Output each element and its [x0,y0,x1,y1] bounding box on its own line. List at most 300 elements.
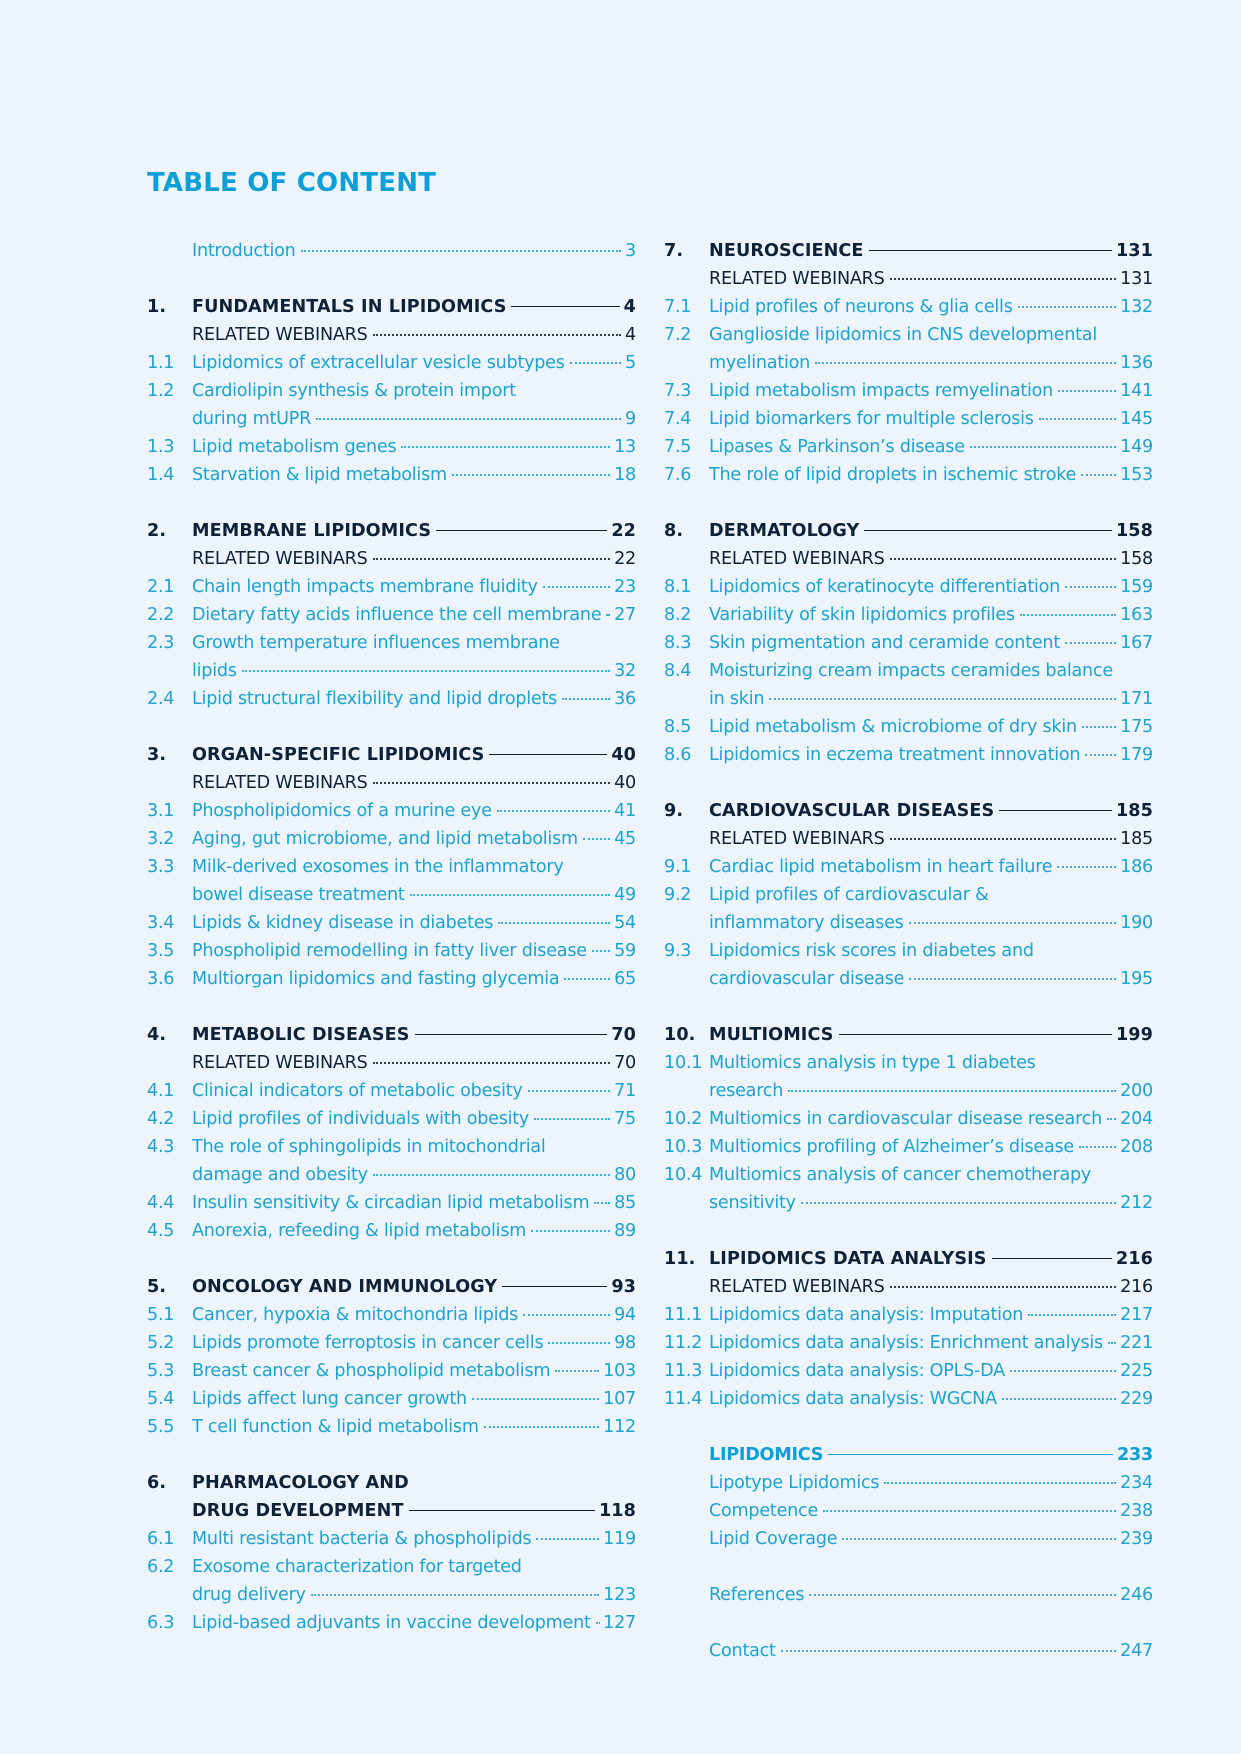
entry-title: ORGAN-SPECIFIC LIPIDOMICS [192,745,485,765]
dotted-leader-line [534,1118,610,1120]
entry-title: Lipid structural flexibility and lipid droplets [192,689,558,709]
dotted-leader-line [592,950,610,952]
entry-title: Multiomics profiling of Alzheimer’s disease [709,1137,1074,1157]
toc-entry[interactable] [664,937,1153,965]
page-number: 27 [614,605,636,625]
toc-entry[interactable] [147,1189,636,1217]
page-number: 163 [1120,605,1153,625]
toc-entry[interactable] [664,1189,1153,1217]
entry-number: 7. [664,241,684,261]
entry-title: lipids [192,661,237,681]
page-number: 32 [614,661,636,681]
dotted-leader-line [1082,726,1116,728]
entry-title: PHARMACOLOGY AND [192,1473,409,1493]
entry-title: RELATED WEBINARS [192,549,368,569]
toc-entry[interactable] [664,909,1153,937]
dotted-leader-line [543,586,610,588]
dotted-leader-line [301,250,622,252]
toc-entry[interactable] [147,1133,636,1161]
entry-number: 8.3 [664,633,692,653]
lipidomics-entry[interactable] [664,1497,1153,1525]
dotted-leader-line [890,558,1117,560]
dotted-leader-line [884,1482,1116,1484]
dotted-leader-line [528,1090,611,1092]
toc-left-column [147,237,636,1665]
dotted-leader-line [1057,866,1116,868]
dotted-leader-line [909,922,1117,924]
toc-entry[interactable] [664,1077,1153,1105]
entry-title: Skin pigmentation and ceramide content [709,633,1060,653]
entry-title: Milk-derived exosomes in the inflammatory [192,857,564,877]
toc-entry[interactable] [664,629,1153,657]
toc-entry[interactable] [147,657,636,685]
dotted-leader-line [311,1594,599,1596]
page-number: 70 [611,1025,636,1045]
entry-title: Growth temperature influences membrane [192,633,560,653]
page-number: 136 [1120,353,1153,373]
page-number: 141 [1120,381,1153,401]
solid-leader-line [436,530,607,531]
spacer [664,1413,1153,1441]
related-webinars-link[interactable] [664,1273,1153,1301]
entry-title: ONCOLOGY AND IMMUNOLOGY [192,1277,498,1297]
entry-title: Dietary fatty acids influence the cell membrane [192,605,602,625]
toc-entry[interactable] [147,965,636,993]
toc-entry[interactable] [147,881,636,909]
page-number: 118 [598,1501,636,1521]
page-number: 41 [614,801,636,821]
dotted-leader-line [373,334,621,336]
toc-entry[interactable] [664,1329,1153,1357]
entry-title: damage and obesity [192,1165,368,1185]
entry-number: 5.5 [147,1417,175,1437]
toc-entry[interactable] [147,1077,636,1105]
entry-number: 11.1 [664,1305,703,1325]
entry-number: 3. [147,745,167,765]
dotted-leader-line [497,810,610,812]
toc-entry[interactable] [147,1105,636,1133]
spacer [664,769,1153,797]
entry-number: 3.2 [147,829,175,849]
dotted-leader-line [823,1510,1116,1512]
page-number: 49 [614,885,636,905]
dotted-leader-line [316,418,621,420]
entry-number: 1. [147,297,167,317]
page-number: 107 [603,1389,636,1409]
entry-number: 6.1 [147,1529,175,1549]
entry-title: LIPIDOMICS DATA ANALYSIS [709,1249,987,1269]
toc-entry[interactable] [147,909,636,937]
contact-link[interactable] [664,1637,1153,1665]
spacer [147,1637,636,1665]
toc-entry[interactable] [664,965,1153,993]
toc-entry[interactable] [664,1357,1153,1385]
dotted-leader-line [410,894,611,896]
section-heading[interactable] [147,517,636,545]
entry-number: 4.4 [147,1193,175,1213]
section-heading[interactable] [147,1273,636,1301]
entry-number: 4. [147,1025,167,1045]
page-number: 186 [1120,857,1153,877]
entry-title: Phospholipid remodelling in fatty liver disease [192,941,587,961]
entry-number: 7.4 [664,409,692,429]
dotted-leader-line [472,1398,599,1400]
entry-title: Lipid profiles of cardiovascular & [709,885,989,905]
entry-title: Lipids promote ferroptosis in cancer cells [192,1333,544,1353]
solid-leader-line [415,1034,608,1035]
page-number: 13 [614,437,636,457]
entry-number: 7.2 [664,325,692,345]
dotted-leader-line [373,1062,611,1064]
entry-title: Lipid-based adjuvants in vaccine development [192,1613,591,1633]
solid-leader-line [409,1510,595,1511]
page-number: 22 [611,521,636,541]
entry-number: 3.1 [147,801,175,821]
toc-entry[interactable] [147,1301,636,1329]
page-number: 159 [1120,577,1153,597]
entry-number: 10. [664,1025,696,1045]
section-heading[interactable] [664,1021,1153,1049]
solid-leader-line [864,530,1112,531]
entry-title: Variability of skin lipidomics profiles [709,605,1015,625]
toc-entry[interactable] [147,573,636,601]
page-number: 221 [1120,1333,1153,1353]
lipidomics-heading[interactable] [664,1441,1153,1469]
section-heading[interactable] [664,797,1153,825]
toc-entry[interactable] [147,685,636,713]
entry-number: 5.2 [147,1333,175,1353]
toc-entry[interactable] [664,377,1153,405]
section-heading[interactable] [664,1245,1153,1273]
toc-entry[interactable] [664,1105,1153,1133]
entry-number: 6. [147,1473,167,1493]
toc-entry[interactable] [664,1161,1153,1189]
toc-entry[interactable] [664,1049,1153,1077]
toc-entry[interactable] [664,601,1153,629]
entry-number: 3.4 [147,913,175,933]
entry-title: Lipid Coverage [709,1529,838,1549]
dotted-leader-line [1058,390,1116,392]
dotted-leader-line [531,1230,610,1232]
page-number: 131 [1115,241,1153,261]
entry-number: 2.1 [147,577,175,597]
entry-number: 11. [664,1249,696,1269]
related-webinars-link[interactable] [147,545,636,573]
toc-entry[interactable] [147,1413,636,1441]
page-number: 216 [1115,1249,1153,1269]
dotted-leader-line [1079,1146,1116,1148]
entry-title: drug delivery [192,1585,306,1605]
toc-entry[interactable] [147,853,636,881]
entry-title: Lipid profiles of neurons & glia cells [709,297,1013,317]
section-heading[interactable] [147,1021,636,1049]
entry-number: 11.3 [664,1361,703,1381]
entry-number: 5.3 [147,1361,175,1381]
toc-entry[interactable] [147,1217,636,1245]
entry-title: Clinical indicators of metabolic obesity [192,1081,523,1101]
section-heading[interactable] [147,1497,636,1525]
toc-entry[interactable] [147,1385,636,1413]
related-webinars-link[interactable] [664,545,1153,573]
entry-title: Introduction [192,241,296,261]
entry-title: bowel disease treatment [192,885,405,905]
entry-title: Phospholipidomics of a murine eye [192,801,492,821]
entry-number: 4.5 [147,1221,175,1241]
toc-entry[interactable] [664,881,1153,909]
page-number: 123 [603,1585,636,1605]
entry-number: 7.1 [664,297,692,317]
dotted-leader-line [890,1286,1117,1288]
entry-title: Lipid metabolism impacts remyelination [709,381,1054,401]
entry-number: 9.3 [664,941,692,961]
page-number: 127 [603,1613,636,1633]
entry-title: Chain length impacts membrane fluidity [192,577,538,597]
entry-number: 4.3 [147,1137,175,1157]
entry-title: during mtUPR [192,409,312,429]
entry-number: 2. [147,521,167,541]
toc-entry[interactable] [147,601,636,629]
related-webinars-link[interactable] [147,1049,636,1077]
toc-entry[interactable] [147,1553,636,1581]
toc-entry[interactable] [664,685,1153,713]
dotted-leader-line [555,1370,599,1372]
spacer [147,713,636,741]
entry-title: Aging, gut microbiome, and lipid metabolism [192,829,578,849]
page-title: TABLE OF CONTENT [147,168,437,198]
page-number: 145 [1120,409,1153,429]
related-webinars-link[interactable] [664,825,1153,853]
dotted-leader-line [815,362,1116,364]
dotted-leader-line [548,1342,610,1344]
entry-title: myelination [709,353,811,373]
toc-entry[interactable] [147,433,636,461]
dotted-leader-line [781,1650,1116,1652]
toc-entry[interactable] [147,377,636,405]
page-number: 22 [614,549,636,569]
entry-number: 3.5 [147,941,175,961]
entry-number: 4.2 [147,1109,175,1129]
dotted-leader-line [890,278,1117,280]
toc-entry[interactable] [664,433,1153,461]
dotted-leader-line [401,446,610,448]
solid-leader-line [511,306,619,307]
toc-entry[interactable] [147,1525,636,1553]
entry-number: 1.4 [147,465,175,485]
entry-number: 11.4 [664,1389,703,1409]
entry-title: Lipidomics in eczema treatment innovation [709,745,1081,765]
dotted-leader-line [606,614,610,616]
toc-entry[interactable] [664,1385,1153,1413]
page-number: 199 [1115,1025,1153,1045]
toc-entry[interactable] [147,1581,636,1609]
toc-entry[interactable] [147,1329,636,1357]
entry-title: Multiorgan lipidomics and fasting glycemia [192,969,560,989]
spacer [664,993,1153,1021]
entry-number: 5. [147,1277,167,1297]
toc-entry[interactable] [664,1133,1153,1161]
section-heading[interactable] [147,741,636,769]
spacer [147,489,636,517]
entry-title: Multiomics analysis of cancer chemotherapy [709,1165,1092,1185]
toc-entry[interactable] [147,1161,636,1189]
entry-title: Lipidomics data analysis: OPLS-DA [709,1361,1005,1381]
toc-entry[interactable] [664,461,1153,489]
dotted-leader-line [373,782,611,784]
dotted-leader-line [1002,1398,1116,1400]
toc-entry[interactable] [664,1301,1153,1329]
entry-number: 5.1 [147,1305,175,1325]
page-number: 85 [614,1193,636,1213]
entry-number: 2.4 [147,689,175,709]
page-number: 70 [614,1053,636,1073]
dotted-leader-line [1028,1314,1116,1316]
page-number: 185 [1120,829,1153,849]
lipidomics-entry[interactable] [664,1469,1153,1497]
entry-number: 1.3 [147,437,175,457]
page-number: 158 [1115,521,1153,541]
page-number: 217 [1120,1305,1153,1325]
entry-title: in skin [709,689,765,709]
dotted-leader-line [564,978,610,980]
page-number: 54 [614,913,636,933]
dotted-leader-line [1018,306,1117,308]
entry-title: Multi resistant bacteria & phospholipids [192,1529,532,1549]
toc-entry[interactable] [147,937,636,965]
section-heading[interactable] [147,293,636,321]
entry-title: Lipidomics data analysis: Imputation [709,1305,1024,1325]
entry-number: 8.4 [664,661,692,681]
entry-title: Multiomics in cardiovascular disease research [709,1109,1103,1129]
dotted-leader-line [1020,614,1116,616]
page-number: 247 [1120,1641,1153,1661]
entry-number: 9.1 [664,857,692,877]
entry-number: 10.2 [664,1109,703,1129]
related-webinars-link[interactable] [664,265,1153,293]
page-number: 94 [614,1305,636,1325]
entry-title: Lipid metabolism & microbiome of dry skin [709,717,1077,737]
entry-title: FUNDAMENTALS IN LIPIDOMICS [192,297,507,317]
toc-entry[interactable] [664,293,1153,321]
entry-title: LIPIDOMICS [709,1445,824,1465]
spacer [664,1553,1153,1581]
toc-entry[interactable] [147,461,636,489]
dotted-leader-line [1065,586,1116,588]
entry-title: Cardiolipin synthesis & protein import [192,381,516,401]
entry-number: 6.3 [147,1613,175,1633]
entry-number: 5.4 [147,1389,175,1409]
dotted-leader-line [1065,642,1116,644]
page-number: 185 [1115,801,1153,821]
entry-number: 6.2 [147,1557,175,1577]
page-number: 18 [614,465,636,485]
entry-title: Contact [709,1641,776,1661]
page-number: 225 [1120,1361,1153,1381]
entry-title: research [709,1081,784,1101]
dotted-leader-line [1107,1118,1116,1120]
entry-title: Lipidomics data analysis: WGCNA [709,1389,997,1409]
toc-entry[interactable] [147,797,636,825]
spacer [664,1609,1153,1637]
dotted-leader-line [909,978,1116,980]
page-number: 4 [623,297,636,317]
page-number: 158 [1120,549,1153,569]
page-number: 36 [614,689,636,709]
toc-entry[interactable] [664,853,1153,881]
dotted-leader-line [498,922,610,924]
dotted-leader-line [1081,474,1116,476]
dotted-leader-line [536,1538,599,1540]
entry-title: Lipids & kidney disease in diabetes [192,913,494,933]
dotted-leader-line [583,838,610,840]
spacer [147,993,636,1021]
toc-entry[interactable] [147,349,636,377]
introduction-link[interactable] [147,237,636,265]
entry-title: RELATED WEBINARS [709,1277,885,1297]
section-heading[interactable] [147,1469,636,1497]
entry-number: 9.2 [664,885,692,905]
toc-entry[interactable] [147,825,636,853]
page-number: 103 [603,1361,636,1381]
related-webinars-link[interactable] [147,321,636,349]
section-heading[interactable] [664,517,1153,545]
entry-title: Lipidomics of keratinocyte differentiation [709,577,1061,597]
toc-entry[interactable] [147,1357,636,1385]
solid-leader-line [992,1258,1112,1259]
entry-title: The role of sphingolipids in mitochondrial [192,1137,546,1157]
entry-title: Lipid biomarkers for multiple sclerosis [709,409,1034,429]
page-number: 208 [1120,1137,1153,1157]
toc-entry[interactable] [664,657,1153,685]
solid-leader-line [999,810,1112,811]
page-number: 234 [1120,1473,1153,1493]
toc-right-column [664,237,1153,1665]
entry-number: 3.3 [147,857,175,877]
references-link[interactable] [664,1581,1153,1609]
entry-title: Exosome characterization for targeted [192,1557,522,1577]
dotted-leader-line [1085,754,1116,756]
related-webinars-link[interactable] [147,769,636,797]
toc-entry[interactable] [664,321,1153,349]
entry-title: Lipases & Parkinson’s disease [709,437,965,457]
entry-number: 7.5 [664,437,692,457]
entry-number: 8.5 [664,717,692,737]
entry-number: 2.2 [147,605,175,625]
entry-title: CARDIOVASCULAR DISEASES [709,801,995,821]
dotted-leader-line [484,1426,599,1428]
page-number: 40 [611,745,636,765]
spacer [664,489,1153,517]
toc-entry[interactable] [147,629,636,657]
page-number: 9 [625,409,636,429]
entry-title: METABOLIC DISEASES [192,1025,410,1045]
toc-entry[interactable] [664,405,1153,433]
toc-entry[interactable] [664,573,1153,601]
page-number: 229 [1120,1389,1153,1409]
lipidomics-entry[interactable] [664,1525,1153,1553]
toc-entry[interactable] [664,741,1153,769]
page-number: 195 [1120,969,1153,989]
toc-entry[interactable] [664,349,1153,377]
page-number: 204 [1120,1109,1153,1129]
page-number: 4 [625,325,636,345]
entry-title: RELATED WEBINARS [192,325,368,345]
section-heading[interactable] [664,237,1153,265]
toc-entry[interactable] [147,405,636,433]
toc-entry[interactable] [664,713,1153,741]
toc-entry[interactable] [147,1609,636,1637]
dotted-leader-line [452,474,610,476]
entry-number: 3.6 [147,969,175,989]
